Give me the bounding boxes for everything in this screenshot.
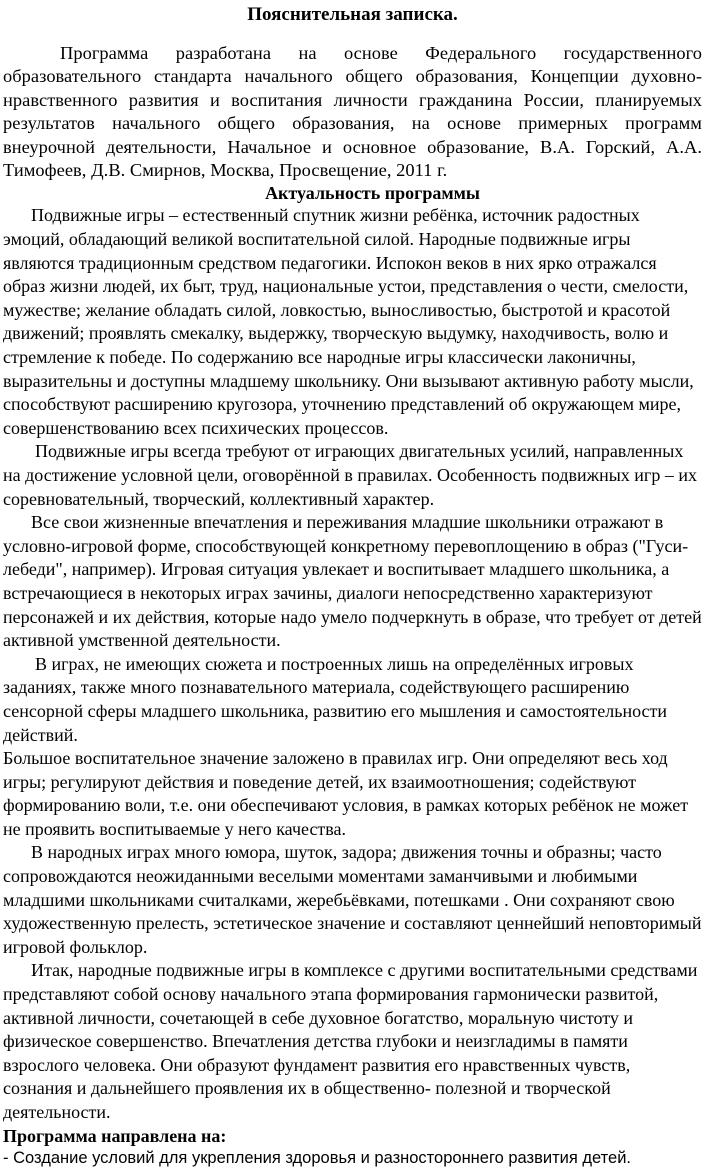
paragraph: Большое воспитательное значение заложено в правилах игр. Они определяют весь ход игры; регулируют действия и поведение детей, их взаимоотношения; содействуют формированию воли, т.е. они обеспечивают условия, в рамках которых ребёнок не может не проявить воспитываемые у него качества. — [3, 748, 689, 839]
document-page — [0, 2, 704, 1167]
goal-item: - Создание условий для укрепления здоровья и разностороннего развития детей. — [3, 1148, 631, 1167]
paragraph: Все свои жизненные впечатления и переживания младшие школьники отражают в условно-игровой форме, способствующей конкретному перевоплощению в образ ("Гуси-лебеди", например). Игровая ситуация увлекает и воспитывает младшего школьника, а встречающиеся в некоторых играх зачины, диалоги непосредственно характеризуют персонажей и их действия, которые надо умело подчеркнуть в образе, что требует от детей активной умственной деятельности. — [3, 512, 702, 651]
paragraph: Подвижные игры – естественный спутник жизни ребёнка, источник радостных эмоций, обладающий великой воспитательной силой. Народные подвижные игры являются традиционным средством педагогики. Испокон веков в них ярко отражался образ жизни людей, их быт, труд, национальные устои, представления о чести, смелости, мужестве; желание обладать силой, ловкостью, выносливостью, быстротой и красотой движений; проявлять смекалку, выдержку, творческую выдумку, находчивость, волю и стремление к победе. По содержанию все народные игры классически лаконичны, выразительны и доступны младшему школьнику. Они вызывают активную работу мысли, способствуют расширению кругозора, уточнению представлений об окружающем мире, совершенствованию всех психических процессов. — [3, 205, 694, 438]
document-title: Пояснительная записка. — [247, 4, 458, 25]
intro-paragraph: Программа разработана на основе Федерального государственного образовательного стандарта начального общего образования, Концепции духовно-нравственного развития и воспитания личности гражданина России, планируемых результатов начального общего образования, на основе примерных программ внеурочной деятельности, Начальное и основное образование, В.А. Горский, А.А. Тимофеев, Д.В. Смирнов, Москва, Просвещение, 2011 г. — [3, 43, 702, 181]
relevance-body — [3, 204, 702, 1124]
goals-heading: Программа направлена на: — [3, 1125, 227, 1146]
paragraph: В играх, не имеющих сюжета и построенных лишь на определённых игровых заданиях, также много познавательного материала, содействующего расширению сенсорной сферы младшего школьника, развитию его мышления и самостоятельности действий. — [3, 653, 668, 745]
paragraph: В народных играх много юмора, шуток, задора; движения точны и образны; часто сопровождаются неожиданными веселыми моментами заманчивыми и любимыми младшими школьниками считалками, жеребьёвками, потешками . Они сохраняют свою художественную прелесть, эстетическое значение и составляют ценнейший неповторимый игровой фольклор. — [3, 842, 702, 957]
goals-list — [3, 1147, 702, 1169]
relevance-heading: Актуальность программы — [265, 183, 480, 204]
paragraph: Итак, народные подвижные игры в комплексе с другими воспитательными средствами представляют собой основу начального этапа формирования гармонически развитой, активной личности, сочетающей в себе духовное богатство, моральную чистоту и физическое совершенство. Впечатления детства глубоки и неизгладимы в памяти взрослого человека. Они образуют фундамент развития его нравственных чувств, сознания и дальнейшего проявления их в общественно- полезной и творческой деятельности. — [3, 960, 698, 1122]
paragraph: Подвижные игры всегда требуют от играющих двигательных усилий, направленных на достижение условной цели, оговорённой в правилах. Особенность подвижных игр – их соревновательный, творческий, коллективный характер. — [3, 441, 697, 509]
